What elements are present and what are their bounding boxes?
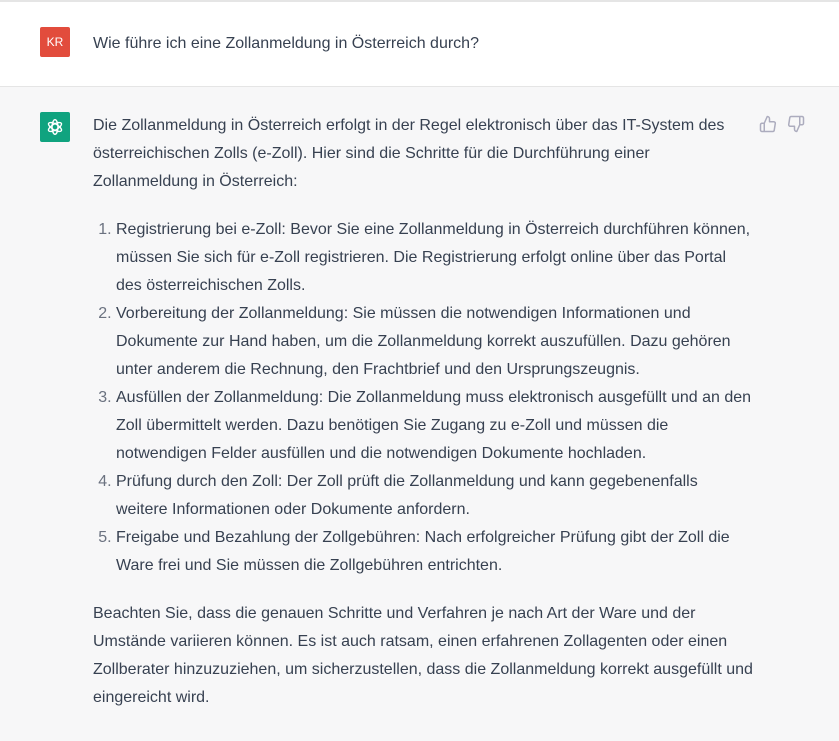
- assistant-message: [93, 112, 753, 712]
- user-message: Wie führe ich eine Zollanmeldung in Österreich durch?: [93, 35, 479, 52]
- list-item: 3. Ausfüllen der Zollanmeldung: Die Zollanmeldung muss elektronisch ausgefüllt und an den Zoll übermittelt werden. Dazu benötigen Sie Zugang zu e-Zoll und müssen die notwendigen Felder ausfüllen und die notwendigen Dokumente hochladen.: [116, 384, 753, 468]
- outro-paragraph: Beachten Sie, dass die genauen Schritte und Verfahren je nach Art der Ware und der Umstände variieren können. Es ist auch ratsam, einen erfahrenen Zollagenten oder einen Zollberater hinzuzuziehen, um sicherzustellen, dass die Zollanmeldung korrekt ausgefüllt und eingereicht wird.: [93, 605, 753, 706]
- thumbs-down-icon[interactable]: [787, 115, 805, 133]
- assistant-message-row: [0, 87, 839, 712]
- list-item: 4. Prüfung durch den Zoll: Der Zoll prüft die Zollanmeldung und kann gegebenenfalls weitere Informationen oder Dokumente anfordern.: [116, 468, 753, 524]
- user-avatar: KR: [40, 27, 70, 57]
- list-item: 2. Vorbereitung der Zollanmeldung: Sie müssen die notwendigen Informationen und Dokumente zur Hand haben, um die Zollanmeldung korrekt auszufüllen. Dazu gehören unter anderem die Rechnung, den Frachtbrief und den Ursprungszeugnis.: [116, 300, 753, 384]
- openai-logo-icon: [40, 112, 70, 142]
- user-message-row: [0, 2, 839, 87]
- steps-list: [93, 216, 753, 580]
- thumbs-up-icon[interactable]: [759, 115, 777, 133]
- feedback-buttons: [759, 115, 805, 133]
- intro-paragraph: Die Zollanmeldung in Österreich erfolgt in der Regel elektronisch über das IT-System des österreichischen Zolls (e-Zoll). Hier sind die Schritte für die Durchführung einer Zollanmeldung in Österreich:: [93, 117, 725, 190]
- list-item: 1. Registrierung bei e-Zoll: Bevor Sie eine Zollanmeldung in Österreich durchführen können, müssen Sie sich für e-Zoll registrieren. Die Registrierung erfolgt online über das Portal des österreichischen Zolls.: [116, 216, 753, 300]
- list-item: 5. Freigabe und Bezahlung der Zollgebühren: Nach erfolgreicher Prüfung gibt der Zoll die Ware frei und Sie müssen die Zollgebühren entrichten.: [116, 524, 753, 580]
